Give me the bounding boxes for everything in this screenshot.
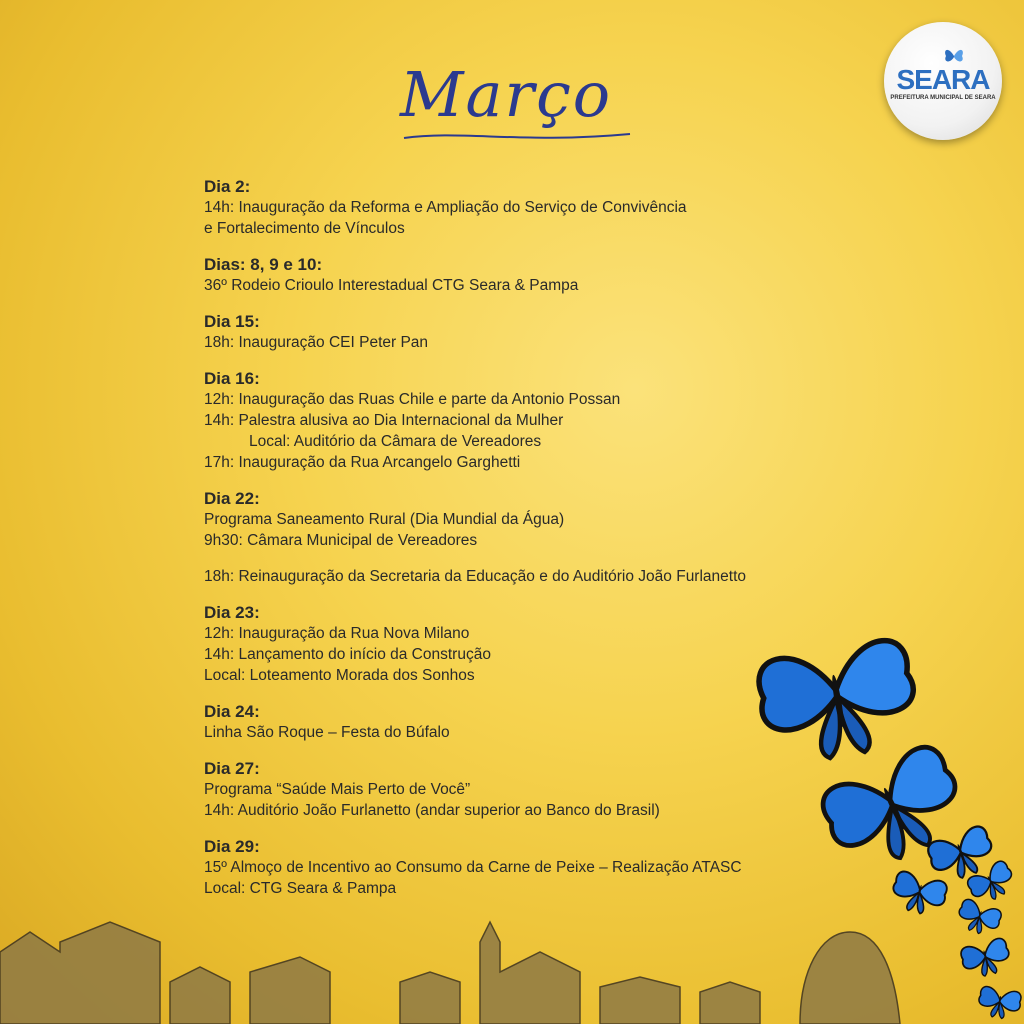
title-flourish (402, 128, 632, 148)
event-line: 12h: Inauguração da Rua Nova Milano (204, 625, 470, 642)
day-section (204, 254, 844, 296)
event-line: Local: CTG Seara & Pampa (204, 880, 397, 897)
event-line: Programa Saneamento Rural (Dia Mundial da Água) (204, 511, 565, 528)
day-heading: Dia 15: (204, 312, 260, 331)
day-heading: Dias: 8, 9 e 10: (204, 255, 323, 274)
event-line: 36º Rodeio Crioulo Interestadual CTG Seara & Pampa (204, 277, 579, 294)
event-line: 14h: Palestra alusiva ao Dia Internacional da Mulher (204, 412, 564, 429)
event-line: 14h: Lançamento do início da Construção (204, 646, 491, 663)
day-heading: Dia 16: (204, 369, 260, 388)
day-heading: Dia 2: (204, 177, 251, 196)
event-line: 14h: Inauguração da Reforma e Ampliação do Serviço de Convivência (204, 199, 687, 216)
logo-name: SEARA (896, 64, 990, 95)
event-line: 9h30: Câmara Municipal de Vereadores (204, 532, 478, 549)
event-line: 12h: Inauguração das Ruas Chile e parte da Antonio Possan (204, 391, 621, 408)
day-heading: Dia 23: (204, 603, 260, 622)
event-line: Linha São Roque – Festa do Búfalo (204, 724, 450, 741)
event-line: Local: Loteamento Morada dos Sonhos (204, 667, 475, 684)
butterfly-icon (754, 637, 923, 769)
month-title: Março (400, 58, 613, 131)
event-line: 18h: Inauguração CEI Peter Pan (204, 334, 429, 351)
town-skyline-illustration (0, 912, 1024, 1024)
day-section (204, 311, 844, 353)
event-line: e Fortalecimento de Vínculos (204, 220, 405, 237)
day-heading: Dia 24: (204, 702, 260, 721)
day-heading: Dia 22: (204, 489, 260, 508)
seara-logo (884, 22, 1002, 140)
butterfly-icon (925, 824, 999, 886)
day-section (204, 368, 844, 473)
day-heading: Dia 29: (204, 837, 260, 856)
event-line: Local: Auditório da Câmara de Vereadores (249, 433, 542, 450)
event-line: Programa “Saúde Mais Perto de Você” (204, 781, 471, 798)
event-line: 17h: Inauguração da Rua Arcangelo Garghetti (204, 454, 521, 471)
day-section (204, 176, 844, 239)
day-section (204, 488, 844, 587)
event-line: 15º Almoço de Incentivo ao Consumo da Carne de Peixe – Realização ATASC (204, 859, 742, 876)
logo-subtitle: PREFEITURA MUNICIPAL DE SEARA (890, 95, 996, 101)
event-line: 18h: Reinauguração da Secretaria da Educação e do Auditório João Furlanetto (204, 568, 747, 585)
day-heading: Dia 27: (204, 759, 260, 778)
event-line: 14h: Auditório João Furlanetto (andar superior ao Banco do Brasil) (204, 802, 660, 819)
